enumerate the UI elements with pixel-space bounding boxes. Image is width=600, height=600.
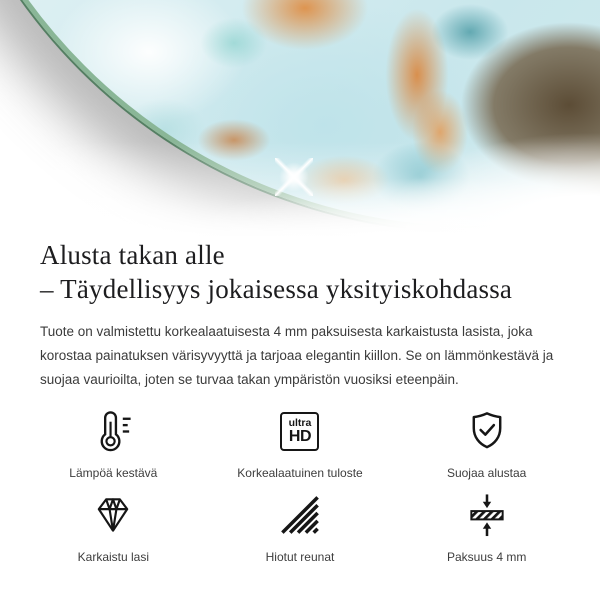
diamond-icon (90, 492, 136, 538)
feature-protects-surface (393, 406, 580, 480)
title-line-2: – Täydellisyys jokaisessa yksityiskohdassa (40, 274, 513, 304)
beveled-edge-icon (277, 492, 323, 538)
feature-label: Suojaa alustaa (446, 466, 527, 480)
thickness-arrows-icon (464, 492, 510, 538)
title-line-1: Alusta takan alle (40, 240, 225, 270)
feature-icon-wrap (90, 406, 136, 456)
feature-label: Paksuus 4 mm (446, 550, 527, 564)
product-photo (0, 0, 600, 236)
feature-label: Lämpöä kestävä (69, 466, 158, 480)
ultra-hd-icon (280, 412, 319, 451)
text-content (0, 238, 600, 564)
ultra-hd-icon-text-bottom: HD (288, 427, 312, 445)
feature-thickness (393, 490, 580, 564)
glass-plate-image (0, 0, 600, 231)
feature-icon-wrap (464, 406, 510, 456)
feature-icon-wrap (464, 490, 510, 540)
feature-grid (20, 406, 580, 564)
feature-icon-wrap (280, 406, 319, 456)
feature-print-quality (207, 406, 394, 480)
feature-label: Korkealaatuinen tuloste (237, 466, 363, 480)
shield-check-icon (464, 408, 510, 454)
feature-label: Hiotut reunat (265, 550, 335, 564)
thermometer-icon (90, 408, 136, 454)
feature-label: Karkaistu lasi (77, 550, 150, 564)
feature-icon-wrap (90, 490, 136, 540)
product-description: Tuote on valmistettu korkealaatuisesta 4 mm paksuisesta karkaistusta lasista, joka korostaa painatuksen värisyvyyttä ja tarjoaa elegantin kiillon. Se on lämmönkestävä ja suojaa vaurioilta, joten se turvaa takan ympäristön vuosiksi eteenpäin. (40, 324, 554, 387)
feature-heat-resistant (20, 406, 207, 480)
page-title (40, 238, 560, 306)
ultra-hd-icon-text-top: ultra (288, 416, 312, 429)
feature-tempered-glass (20, 490, 207, 564)
feature-icon-wrap (277, 490, 323, 540)
glint-sparkle-icon (275, 158, 313, 196)
feature-polished-edges (207, 490, 394, 564)
